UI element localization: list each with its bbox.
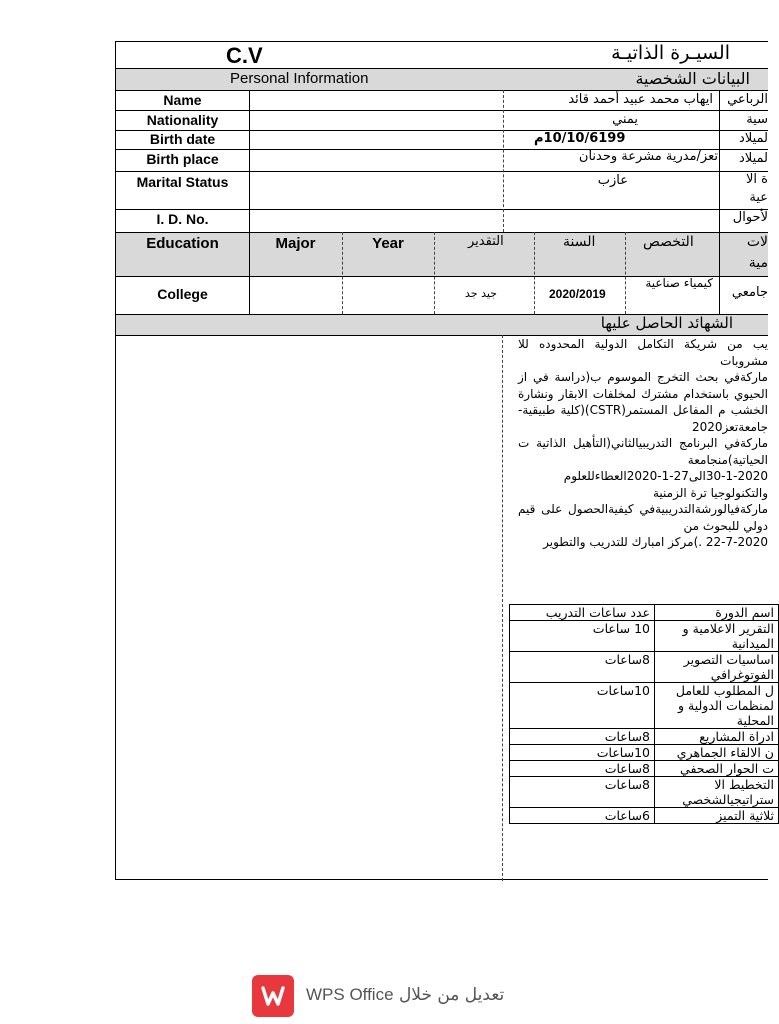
training-hours-header: عدد ساعات التدريب [510,605,655,621]
marital-label-ar-2: عية [749,190,768,205]
course-name: التخطيط الا ستراتيجيالشخصي [655,777,779,808]
birth-date-label: Birth date [149,131,216,147]
id-number-label: I. D. No. [156,211,209,227]
wps-edit-banner[interactable] [252,975,524,1017]
name-value: ايهاب محمد عبيد أحمد قائد [568,92,713,107]
certificate-item: ماركةفيالورشةالتدريبيةفي كيفيةالحصول على قيم دولي للبحوث من [518,502,768,533]
course-hours: 6ساعات [510,808,655,824]
course-name: ثلاثية التميز [655,808,779,824]
certificates-list [518,336,768,551]
nationality-value: يمني [612,112,638,127]
course-name-header: اسم الدورة [655,605,779,621]
education-header: Education [146,235,219,252]
personal-info-heading-ar: البيانات الشخصية [635,69,750,88]
table-row [510,777,779,808]
cv-title-ar: السيـرة الذاتيـة [611,42,730,64]
wps-logo-icon [252,975,294,1017]
marital-label-ar-1: ة الا [746,172,768,187]
certificates-heading: الشهائد الحاصل عليها [600,314,733,332]
education-year: 2020/2019 [549,287,606,301]
marital-status-label: Marital Status [136,174,229,190]
table-row [510,729,779,745]
table-row [510,621,779,652]
certificate-item: 30-1-2020الى27-1-2020العطاءللعلوم والتكنولوجيا ترة الزمنية [563,469,768,500]
wps-edit-text [306,985,504,1005]
course-name: ل المطلوب للعامل لمنظمات الدولية و المحلية [655,683,779,729]
education-row-label: College [157,286,208,302]
course-name: ن الالقاء الجماهري [655,745,779,761]
course-name: ت الحوار الصحفي [655,761,779,777]
course-hours: 8ساعات [510,652,655,683]
course-hours: 8ساعات [510,777,655,808]
birth-place-label: Birth place [146,151,219,167]
cv-title: C.V [226,43,263,68]
course-hours: 8ساعات [510,729,655,745]
cv-page [115,41,774,880]
birth-date-value: 10/10/6199م [534,131,626,146]
table-row [510,652,779,683]
birth-place-label-ar: لميلاد [739,151,768,166]
certificate-item: ماركةفي البرنامج التدريبيالثاني(التأهيل الذاتية ت الحياتية)منجامعة [518,436,768,467]
name-label: Name [163,92,202,108]
education-grade: جيد جد [465,287,497,300]
course-hours: 8ساعات [510,761,655,777]
grade-header-ar: التقدير [468,234,504,249]
course-hours: 10ساعات [510,683,655,729]
marital-status-value: عازب [597,173,628,188]
wps-edit-label: تعديل من خلال [398,985,505,1005]
qualification-header-ar-2: مية [748,255,768,271]
training-table [509,604,779,824]
birth-place-value: تعز/مدرية مشرعة وحدنان [578,149,718,164]
course-name: ادراة المشاريع [655,729,779,745]
table-row [510,808,779,824]
table-row [510,761,779,777]
personal-info-heading: Personal Information [230,70,369,87]
certificate-item: 22-7-2020 .)مركز امبارك للتدريب والتطوير [543,535,768,549]
course-hours: 10ساعات [510,745,655,761]
certificate-item: يب من شريكة التكامل الدولية المحدوده للا مشروبات [518,337,768,368]
major-header: Major [275,235,316,252]
course-name: اساسيات التصوير الفوتوغرافي [655,652,779,683]
training-header-row [510,605,779,621]
id-label-ar: لأحوال [732,210,768,225]
birth-date-label-ar: لميلاد [739,131,768,146]
wps-brand: WPS Office [306,985,394,1004]
course-name: التقرير الاعلامية و الميدانية [655,621,779,652]
table-row [510,683,779,729]
nationality-label: Nationality [146,112,219,128]
year-header: Year [372,235,404,252]
education-qualification: جامعي [731,285,768,300]
education-major: كيمياء صناعية [645,276,713,290]
year-header-ar: السنة [563,234,596,250]
certificate-item: ماركةفي بحث التخرج الموسوم ب(دراسة في از الحيوي باستخدام مشترك لمخلفات الابقار ونشارة الخشب م المفاعل المستمر(CSTR)(كلية طبيقية-جامعةتعز2020 [518,370,769,434]
major-header-ar: التخصص [643,234,694,250]
table-row [510,745,779,761]
name-label-ar: الرباعي [727,92,768,107]
course-hours: 10 ساعات [510,621,655,652]
qualification-header-ar-1: لات [746,234,768,250]
nationality-label-ar: سية [746,112,768,127]
